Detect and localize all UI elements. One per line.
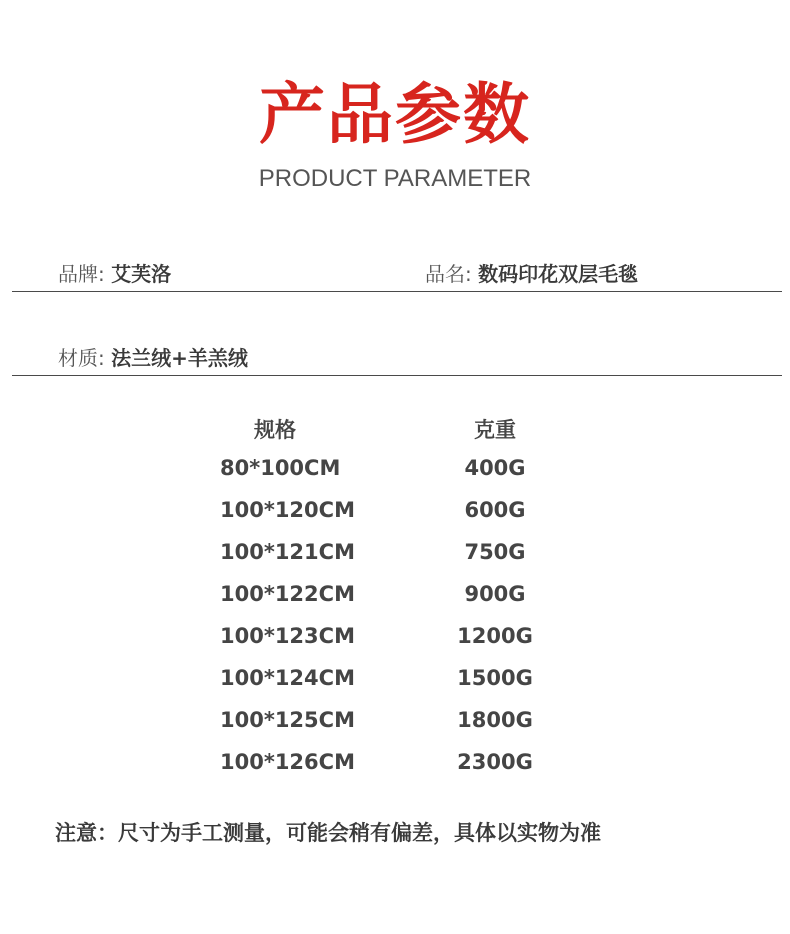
- spec-size-cell: 100*122CM: [220, 582, 355, 606]
- material-label: 材质:: [58, 346, 105, 370]
- divider: [12, 375, 782, 376]
- spec-size-cell: 80*100CM: [220, 456, 341, 480]
- material-row: [58, 344, 248, 372]
- material-value: 法兰绒+羊羔绒: [111, 346, 248, 370]
- brand-row: [58, 260, 171, 288]
- spec-size-cell: 100*126CM: [220, 750, 355, 774]
- spec-weight-cell: 400G: [464, 456, 526, 480]
- spec-header-weight: 克重: [474, 418, 516, 442]
- spec-size-cell: 100*120CM: [220, 498, 355, 522]
- spec-header-size: 规格: [254, 418, 296, 442]
- spec-weight-cell: 600G: [464, 498, 526, 522]
- product-name-row: [425, 260, 638, 288]
- spec-weight-cell: 1800G: [457, 708, 533, 732]
- page-subtitle: PRODUCT PARAMETER: [258, 165, 532, 192]
- spec-weight-cell: 1200G: [457, 624, 533, 648]
- brand-value: 艾芙洛: [111, 262, 172, 286]
- spec-size-cell: 100*121CM: [220, 540, 355, 564]
- brand-label: 品牌:: [58, 262, 105, 286]
- spec-weight-cell: 1500G: [457, 666, 533, 690]
- product-name-value: 数码印花双层毛毯: [478, 262, 639, 286]
- spec-size-cell: 100*124CM: [220, 666, 355, 690]
- note-text: 注意：尺寸为手工测量，可能会稍有偏差，具体以实物为准: [55, 821, 601, 845]
- page-title: 产品参数: [259, 76, 531, 153]
- spec-size-cell: 100*125CM: [220, 708, 355, 732]
- spec-weight-cell: 900G: [464, 582, 526, 606]
- divider: [12, 291, 782, 292]
- spec-size-cell: 100*123CM: [220, 624, 355, 648]
- product-name-label: 品名:: [425, 262, 472, 286]
- spec-weight-cell: 750G: [464, 540, 526, 564]
- spec-weight-cell: 2300G: [457, 750, 533, 774]
